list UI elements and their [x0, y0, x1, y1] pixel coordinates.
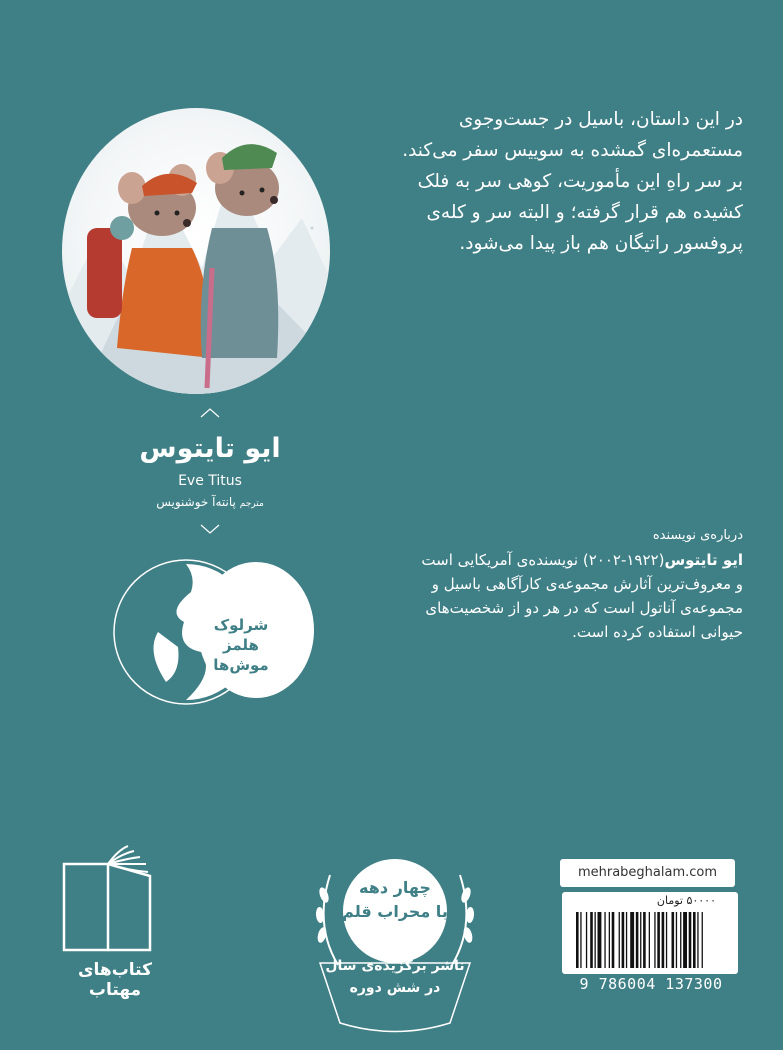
synopsis [363, 104, 743, 259]
about-line: مجموعه‌ی آناتول است که در هر دو از شخصیت‌های [425, 599, 743, 617]
publisher-name: کتاب‌های مهتاب [77, 960, 153, 1000]
series-title [200, 615, 282, 675]
chevron-up-icon [200, 408, 220, 418]
cover-illustration [62, 108, 330, 394]
synopsis-line: در این داستان، باسیل در جست‌وجوی [458, 109, 743, 130]
author-name-fa: ایو تایتوس [139, 433, 281, 464]
synopsis-line: بر سر راهِ این مأموریت، کوهی سر به فلک [417, 171, 743, 192]
award-title-line: با محراب قلم [342, 902, 448, 921]
translator-label: مترجم [239, 499, 264, 509]
author-name-en: Eve Titus [178, 473, 242, 489]
award-title-line: چهار دهه [359, 878, 431, 897]
series-title-line: شرلوک [213, 616, 269, 634]
about-line: حیوانی استفاده کرده است. [572, 623, 743, 641]
about-author-name: ایو تایتوس [664, 551, 743, 569]
synopsis-line: مستعمره‌ای گمشده به سوییس سفر می‌کند. [402, 140, 743, 161]
book-moon-logo-icon [58, 842, 158, 952]
about-line [343, 548, 743, 572]
about-line-rest: (۱۹۲۲-۲۰۰۲) نویسنده‌ی آمریکایی است [421, 551, 665, 569]
translator-name: پانته‌آ خوشنویس [156, 495, 236, 509]
publisher-website: mehrabeghalam.com [560, 859, 735, 887]
about-heading: درباره‌ی نویسنده [652, 528, 743, 543]
chevron-down-icon [200, 524, 220, 534]
price: ۵۰۰۰۰ تومان [656, 894, 716, 907]
award-subtitle-line: ناشر برگزیده‌ی سال [325, 958, 465, 974]
award-subtitle-line: در شش دوره [349, 980, 441, 996]
series-title-line: موش‌ها [213, 656, 269, 674]
isbn-number: 9 786004 137300 [579, 975, 723, 993]
award-title [325, 876, 465, 924]
series-title-line: هلمز [223, 636, 259, 654]
synopsis-line: کشیده هم قرار گرفته؛ و البته سر و کله‌ی [426, 202, 743, 223]
mice-climbers-illustration [62, 108, 330, 394]
about-author [343, 524, 743, 644]
synopsis-line: پروفسور راتیگان هم باز پیدا می‌شود. [459, 233, 743, 254]
about-line: و معروف‌ترین آثارش مجموعه‌ی کارآگاهی باسیل و [431, 575, 743, 593]
award-subtitle [318, 955, 472, 999]
translator-credit [105, 495, 315, 509]
